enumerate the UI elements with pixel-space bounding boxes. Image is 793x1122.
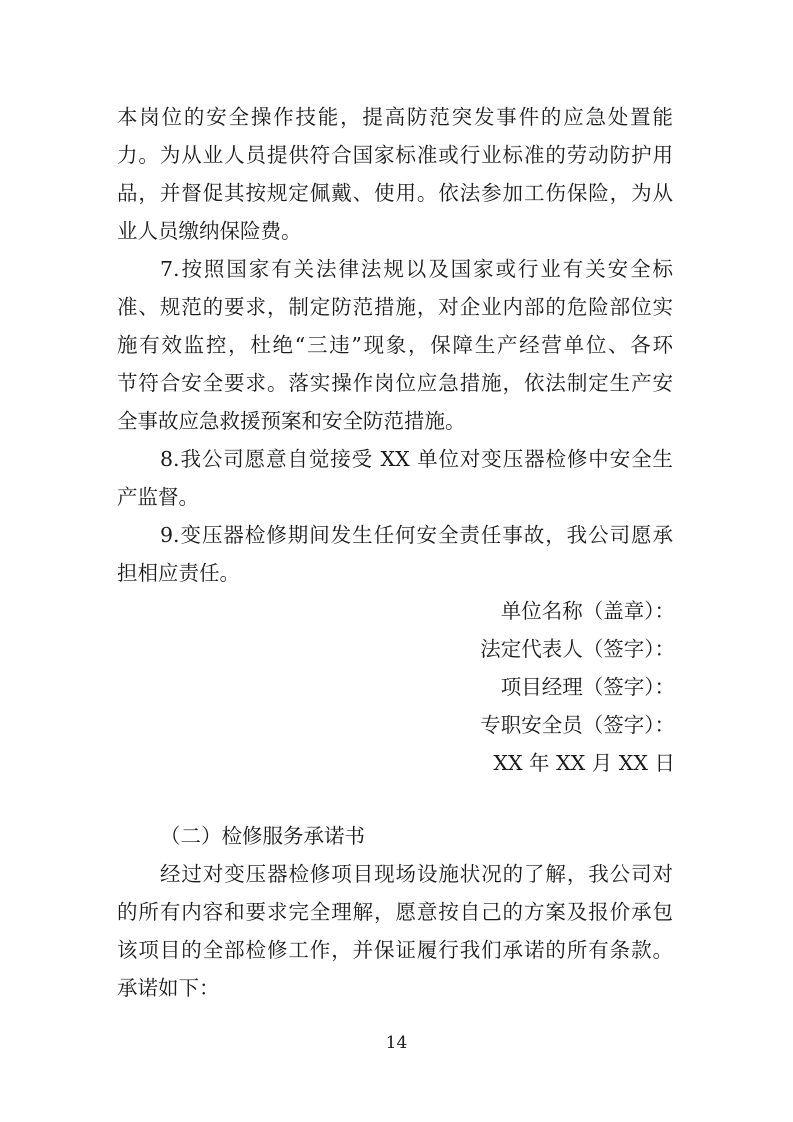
section-heading: （二）检修服务承诺书 xyxy=(160,824,365,848)
paragraph-line: 全事故应急救援预案和安全防范措施。 xyxy=(117,409,466,433)
paragraph-line: 承诺如下： xyxy=(117,976,220,1000)
section-body-first-line: 经过对变压器检修项目现场设施状况的了解，我公司对 xyxy=(160,862,673,886)
signature-project-manager: 项目经理（签字）： xyxy=(500,675,675,699)
paragraph-line: 力。为从业人员提供符合国家标准或行业标准的劳动防护用 xyxy=(117,143,673,167)
item-8-first-line: 8.我公司愿意自觉接受 XX 单位对变压器检修中安全生 xyxy=(160,447,673,471)
paragraph-line: 业人员缴纳保险费。 xyxy=(117,219,302,243)
paragraph-line: 品，并督促其按规定佩戴、使用。依法参加工伤保险，为从 xyxy=(117,181,673,205)
signature-legal-rep: 法定代表人（签字）： xyxy=(480,637,675,661)
item-7-first-line: 7.按照国家有关法律法规以及国家或行业有关安全标 xyxy=(160,257,673,281)
signature-safety-officer: 专职安全员（签字）： xyxy=(480,713,675,737)
paragraph-line: 担相应责任。 xyxy=(117,561,240,585)
item-9-first-line: 9.变压器检修期间发生任何安全责任事故，我公司愿承 xyxy=(160,523,673,547)
paragraph-line: 产监督。 xyxy=(117,485,199,509)
paragraph-line: 准、规范的要求，制定防范措施，对企业内部的危险部位实 xyxy=(117,295,673,319)
signature-date: XX 年 XX 月 XX 日 xyxy=(493,751,675,775)
paragraph-line: 本岗位的安全操作技能，提高防范突发事件的应急处置能 xyxy=(117,105,673,129)
signature-unit-name: 单位名称（盖章）： xyxy=(500,599,675,623)
page-number: 14 xyxy=(385,1033,408,1053)
paragraph-line: 的所有内容和要求完全理解，愿意按自己的方案及报价承包 xyxy=(117,900,673,924)
paragraph-line: 该项目的全部检修工作，并保证履行我们承诺的所有条款。 xyxy=(117,938,673,962)
paragraph-line: 施有效监控，杜绝“三违”现象，保障生产经营单位、各环 xyxy=(117,333,673,357)
paragraph-line: 节符合安全要求。落实操作岗位应急措施，依法制定生产安 xyxy=(117,371,673,395)
